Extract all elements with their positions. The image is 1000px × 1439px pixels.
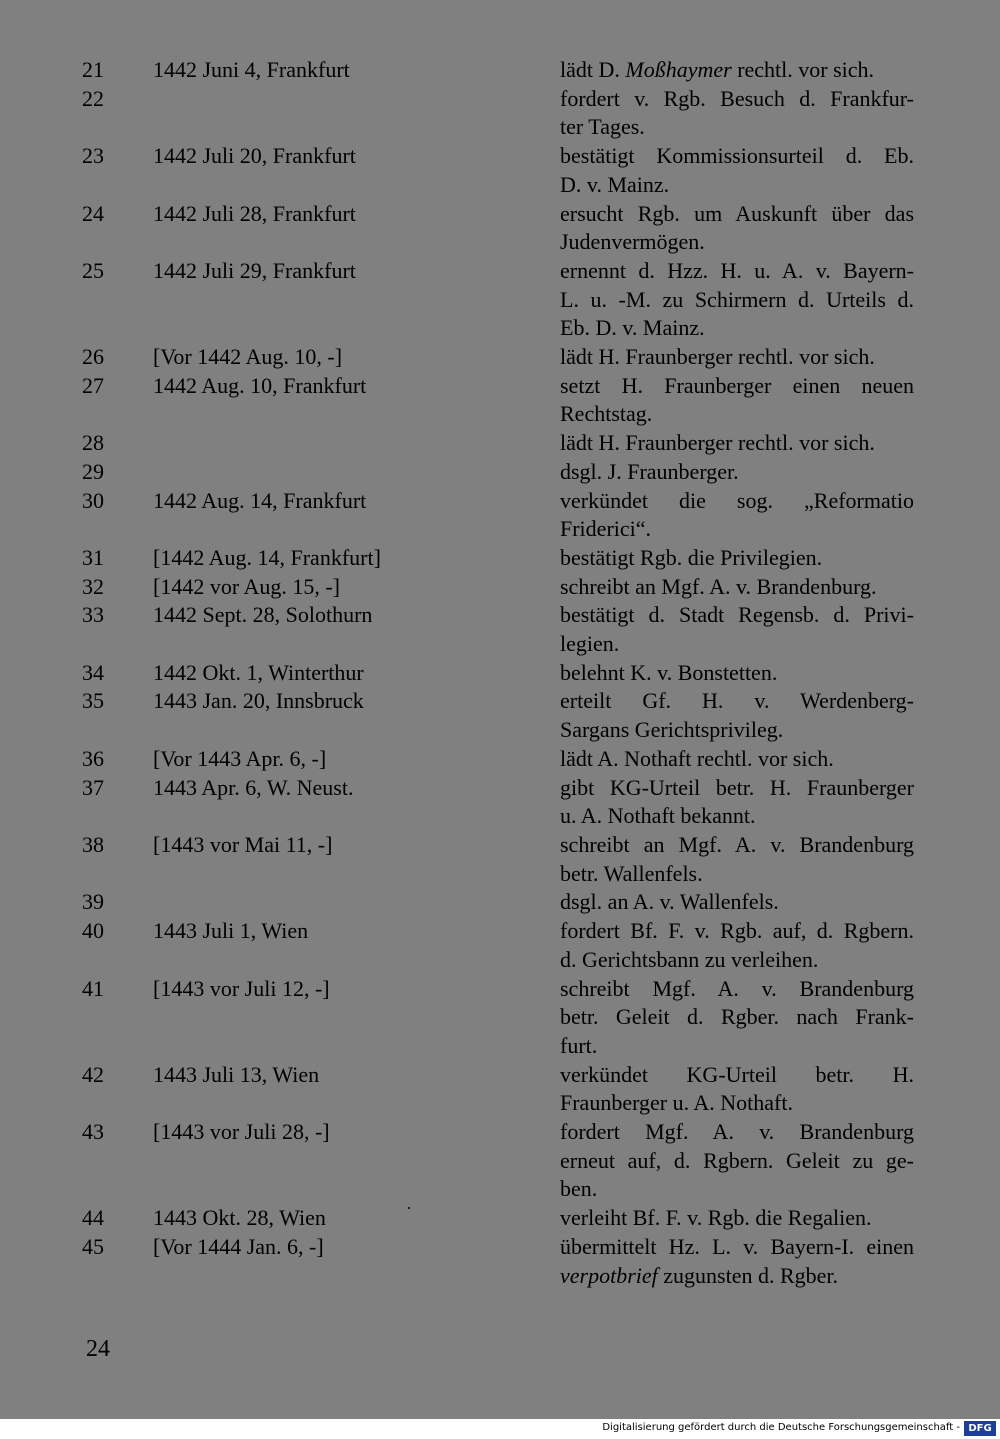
entry-date-place: 1442 Sept. 28, Solothurn [153, 602, 373, 628]
entry-description [560, 1118, 914, 1204]
text-run: lädt A. Nothaft rechtl. vor sich. [560, 745, 834, 771]
text-run: erteilt Gf. H. v. Werdenberg- [560, 688, 914, 714]
entry-number: 24 [82, 200, 104, 226]
entry-description [560, 774, 914, 831]
description-line [560, 888, 914, 917]
text-run: u. A. Nothaft bekannt. [560, 803, 756, 829]
entry-number: 41 [82, 975, 104, 1001]
description-line [560, 831, 914, 860]
regest-entry [0, 1118, 1000, 1204]
text-run: rechtl. vor sich. [731, 57, 875, 82]
dfg-logo: DFG [964, 1421, 996, 1436]
entry-description [560, 200, 914, 257]
description-line [560, 716, 914, 745]
description-line [560, 802, 914, 831]
entry-date-place: [Vor 1443 Apr. 6, -] [153, 745, 327, 771]
description-line [560, 314, 914, 343]
entry-number: 38 [82, 831, 104, 857]
text-run: ernennt d. Hzz. H. u. A. v. Bayern- [560, 257, 914, 283]
description-line [560, 429, 914, 458]
regest-entry [0, 573, 1000, 602]
description-line [560, 774, 914, 803]
entry-description [560, 1233, 914, 1290]
italic-term: verpotbrief [560, 1262, 658, 1288]
text-run: belehnt K. v. Bonstetten. [560, 659, 778, 685]
text-run: Rechtstag. [560, 401, 653, 427]
text-run: schreibt Mgf. A. v. Brandenburg [560, 975, 914, 1001]
entry-date-place: 1443 Juli 13, Wien [153, 1061, 320, 1087]
entry-date-place: [Vor 1444 Jan. 6, -] [153, 1233, 324, 1259]
entry-number: 23 [82, 143, 104, 169]
entry-description [560, 917, 914, 974]
text-run: lädt H. Fraunberger rechtl. vor sich. [560, 430, 875, 456]
entry-date-place: [1442 vor Aug. 15, -] [153, 573, 340, 599]
text-run: ter Tages. [560, 114, 645, 140]
entry-description [560, 56, 914, 85]
entry-description [560, 659, 914, 688]
description-line [560, 228, 914, 257]
entry-number: 32 [82, 573, 104, 599]
text-run: gibt KG-Urteil betr. H. Fraunberger [560, 774, 914, 800]
description-line [560, 860, 914, 889]
entry-number: 34 [82, 659, 104, 685]
entry-date-place: [1443 vor Mai 11, -] [153, 831, 333, 857]
description-line [560, 1175, 914, 1204]
entry-date-place: 1442 Juli 29, Frankfurt [153, 257, 356, 283]
entry-number: 27 [82, 372, 104, 398]
regest-entry [0, 85, 1000, 142]
description-line [560, 1204, 914, 1233]
entry-description [560, 343, 914, 372]
text-run: Eb. D. v. Mainz. [560, 315, 705, 341]
entry-number: 25 [82, 257, 104, 283]
text-run: ersucht Rgb. um Auskunft über das [560, 200, 914, 226]
regest-entry [0, 56, 1000, 85]
regest-entry [0, 1061, 1000, 1118]
text-run: L. u. -M. zu Schirmern d. Urteils d. [560, 286, 914, 312]
regest-entry [0, 257, 1000, 343]
regest-entry [0, 774, 1000, 831]
entry-number: 40 [82, 918, 104, 944]
text-run: D. v. Mainz. [560, 171, 670, 197]
regest-entry [0, 487, 1000, 544]
text-run: verkündet die sog. „Reformatio [560, 487, 914, 513]
entry-description [560, 1204, 914, 1233]
description-line [560, 113, 914, 142]
text-run: zugunsten d. Rgber. [657, 1262, 839, 1288]
regest-entry [0, 429, 1000, 458]
regest-entry [0, 659, 1000, 688]
description-line [560, 687, 914, 716]
entry-number: 26 [82, 344, 104, 370]
text-run: legien. [560, 631, 620, 657]
description-line [560, 745, 914, 774]
description-line [560, 85, 914, 114]
text-run: Fraunberger u. A. Nothaft. [560, 1090, 793, 1116]
text-run: übermittelt Hz. L. v. Bayern-I. einen [560, 1233, 914, 1259]
text-run: Friderici“. [560, 516, 652, 542]
regest-entry [0, 343, 1000, 372]
entry-description [560, 429, 914, 458]
entry-number: 21 [82, 57, 104, 82]
text-run: bestätigt Kommissionsurteil d. Eb. [560, 143, 914, 169]
entry-date-place: 1443 Juli 1, Wien [153, 918, 309, 944]
regest-entry [0, 888, 1000, 917]
entry-description [560, 372, 914, 429]
entry-number: 29 [82, 458, 104, 484]
entry-date-place: [1443 vor Juli 28, -] [153, 1119, 330, 1145]
entry-date-place: 1442 Juli 28, Frankfurt [153, 200, 356, 226]
description-line [560, 601, 914, 630]
regest-entry [0, 142, 1000, 199]
regest-entry [0, 975, 1000, 1061]
regest-entry [0, 200, 1000, 257]
text-run: betr. Geleit d. Rgber. nach Frank- [560, 1004, 914, 1030]
entry-description [560, 257, 914, 343]
entry-number: 43 [82, 1119, 104, 1145]
entry-description [560, 975, 914, 1061]
text-run: fordert v. Rgb. Besuch d. Frankfur- [560, 85, 914, 111]
entry-date-place: [1442 Aug. 14, Frankfurt] [153, 544, 381, 570]
entry-description [560, 544, 914, 573]
description-line [560, 1061, 914, 1090]
description-line [560, 515, 914, 544]
footer-credit: Digitalisierung gefördert durch die Deutsche Forschungsgemeinschaft - [602, 1422, 960, 1433]
entry-description [560, 831, 914, 888]
text-run: d. Gerichtsbann zu verleihen. [560, 946, 819, 972]
description-line [560, 458, 914, 487]
entry-number: 36 [82, 745, 104, 771]
description-line [560, 257, 914, 286]
description-line [560, 1003, 914, 1032]
entry-number: 45 [82, 1233, 104, 1259]
text-run: setzt H. Fraunberger einen neuen [560, 372, 914, 398]
text-run: bestätigt Rgb. die Privilegien. [560, 544, 823, 570]
description-line [560, 630, 914, 659]
description-line [560, 142, 914, 171]
entry-date-place: [Vor 1442 Aug. 10, -] [153, 344, 343, 370]
regest-entry [0, 745, 1000, 774]
description-line [560, 1233, 914, 1262]
text-run: verleiht Bf. F. v. Rgb. die Regalien. [560, 1205, 872, 1231]
regest-entry [0, 687, 1000, 744]
description-line [560, 171, 914, 200]
description-line [560, 1089, 914, 1118]
text-run: verkündet KG-Urteil betr. H. [560, 1061, 914, 1087]
entry-number: 35 [82, 688, 104, 714]
text-run: lädt D. [560, 57, 626, 82]
digitization-footer [0, 1419, 1000, 1439]
regest-entry [0, 831, 1000, 888]
text-run: schreibt an Mgf. A. v. Brandenburg. [560, 573, 877, 599]
description-line [560, 917, 914, 946]
regest-entry [0, 544, 1000, 573]
entry-number: 22 [82, 85, 104, 111]
entry-description [560, 142, 914, 199]
description-line [560, 544, 914, 573]
description-line [560, 200, 914, 229]
regest-entry [0, 458, 1000, 487]
entry-date-place: 1442 Aug. 10, Frankfurt [153, 372, 367, 398]
description-line [560, 1147, 914, 1176]
entry-description [560, 888, 914, 917]
entry-number: 33 [82, 602, 104, 628]
entry-date-place: 1442 Juni 4, Frankfurt [153, 57, 350, 82]
description-line [560, 343, 914, 372]
italic-term: Moßhaymer [625, 57, 732, 82]
scan-speck [408, 1207, 410, 1209]
regest-list [0, 56, 1000, 1290]
description-line [560, 286, 914, 315]
text-run: lädt H. Fraunberger rechtl. vor sich. [560, 344, 875, 370]
description-line [560, 56, 914, 85]
text-run: Sargans Gerichtsprivileg. [560, 717, 784, 743]
entry-description [560, 458, 914, 487]
regest-entry [0, 372, 1000, 429]
page-number: 24 [86, 1336, 110, 1362]
entry-description [560, 745, 914, 774]
entry-date-place: 1442 Okt. 1, Winterthur [153, 659, 364, 685]
entry-date-place: 1442 Aug. 14, Frankfurt [153, 487, 367, 513]
description-line [560, 487, 914, 516]
text-run: furt. [560, 1032, 598, 1058]
entry-number: 37 [82, 774, 104, 800]
entry-description [560, 573, 914, 602]
entry-number: 30 [82, 487, 104, 513]
description-line [560, 400, 914, 429]
entry-number: 28 [82, 430, 104, 456]
description-line [560, 946, 914, 975]
description-line [560, 1262, 914, 1291]
entry-date-place: [1443 vor Juli 12, -] [153, 975, 330, 1001]
regest-entry [0, 917, 1000, 974]
entry-date-place: 1443 Apr. 6, W. Neust. [153, 774, 354, 800]
entry-date-place: 1443 Jan. 20, Innsbruck [153, 688, 364, 714]
text-run: ben. [560, 1176, 598, 1202]
regest-entry [0, 1233, 1000, 1290]
regest-entry [0, 601, 1000, 658]
entry-description [560, 601, 914, 658]
regest-entry [0, 1204, 1000, 1233]
text-run: fordert Bf. F. v. Rgb. auf, d. Rgbern. [560, 918, 914, 944]
description-line [560, 372, 914, 401]
text-run: schreibt an Mgf. A. v. Brandenburg [560, 831, 914, 857]
description-line [560, 975, 914, 1004]
entry-description [560, 85, 914, 142]
entry-description [560, 1061, 914, 1118]
description-line [560, 1118, 914, 1147]
text-run: erneut auf, d. Rgbern. Geleit zu ge- [560, 1147, 914, 1173]
text-run: bestätigt d. Stadt Regensb. d. Privi- [560, 602, 914, 628]
text-run: Judenvermögen. [560, 229, 705, 255]
entry-number: 42 [82, 1061, 104, 1087]
entry-date-place: 1442 Juli 20, Frankfurt [153, 143, 356, 169]
entry-date-place: 1443 Okt. 28, Wien [153, 1205, 326, 1231]
entry-description [560, 487, 914, 544]
description-line [560, 659, 914, 688]
entry-number: 39 [82, 889, 104, 915]
description-line [560, 1032, 914, 1061]
text-run: betr. Wallenfels. [560, 860, 703, 886]
description-line [560, 573, 914, 602]
text-run: dsgl. J. Fraunberger. [560, 458, 739, 484]
entry-number: 31 [82, 544, 104, 570]
entry-number: 44 [82, 1205, 104, 1231]
entry-description [560, 687, 914, 744]
text-run: fordert Mgf. A. v. Brandenburg [560, 1119, 914, 1145]
text-run: dsgl. an A. v. Wallenfels. [560, 889, 779, 915]
